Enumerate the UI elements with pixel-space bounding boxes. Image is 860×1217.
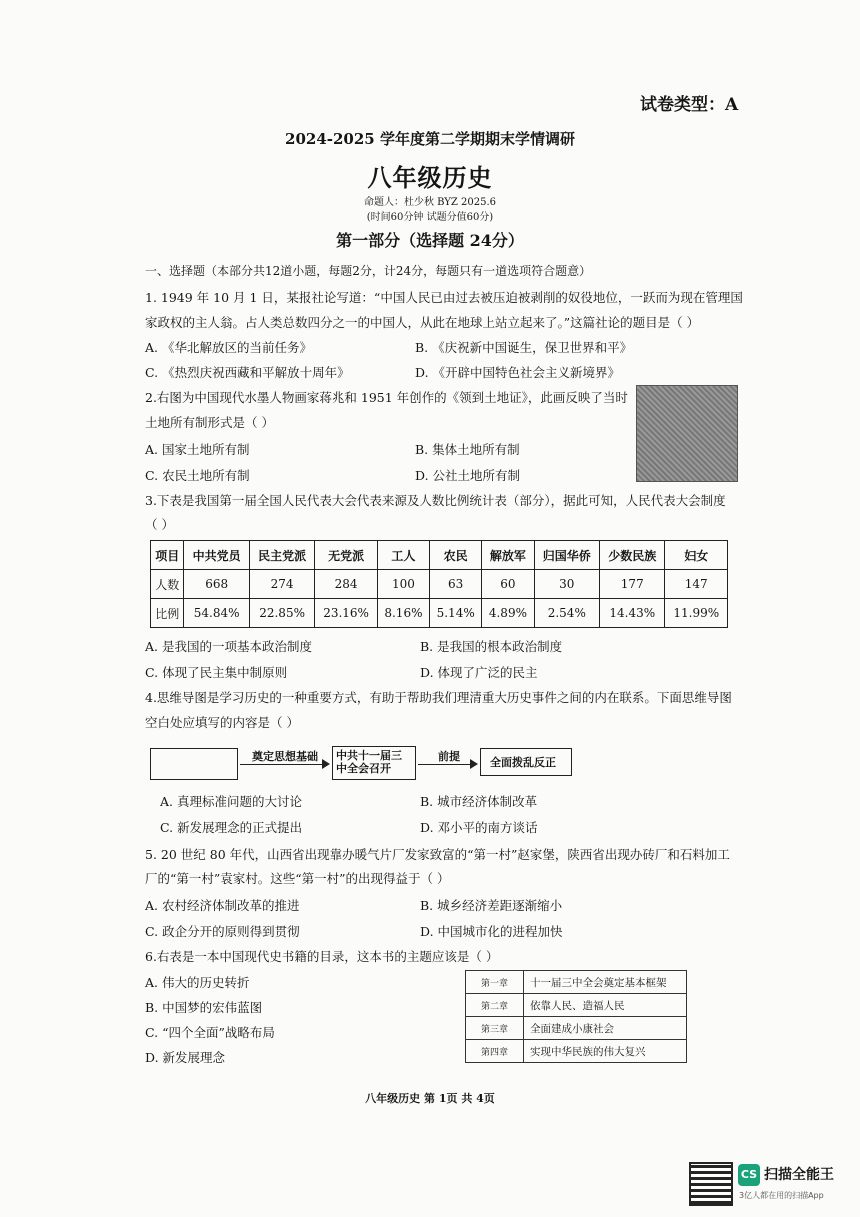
q2-option-b: B. 集体土地所有制 <box>415 442 520 457</box>
table-cell: 22.85% <box>249 599 314 628</box>
table-row <box>151 599 728 628</box>
q4-option-d: D. 邓小平的南方谈话 <box>420 820 538 835</box>
q1-option-d: D. 《开辟中国特色社会主义新境界》 <box>415 365 621 380</box>
q6-option-a: A. 伟大的历史转折 <box>145 975 250 990</box>
q2-option-c: C. 农民土地所有制 <box>145 468 250 483</box>
q5-stem-line2: 厂的“第一村”袁家村。这些“第一村”的出现得益于（ ） <box>145 871 450 886</box>
table-header: 妇女 <box>665 541 728 570</box>
watermark-name: 扫描全能王 <box>764 1167 834 1183</box>
table-cell: 54.84% <box>184 599 249 628</box>
toc-title: 实现中华民族的伟大复兴 <box>524 1040 687 1063</box>
q1-option-a: A. 《华北解放区的当前任务》 <box>145 340 312 355</box>
q1-stem-line2: 家政权的主人翁。占人类总数四分之一的中国人，从此在地球上站立起来了。”这篇社论的题目是（ ） <box>145 315 700 330</box>
q3-option-d: D. 体现了广泛的民主 <box>420 665 538 680</box>
arrow1-label: 奠定思想基础 <box>252 750 318 763</box>
q2-option-a: A. 国家土地所有制 <box>145 442 250 457</box>
q5-stem-line1: 5. 20 世纪 80 年代，山西省出现靠办暖气片厂发家致富的“第一村”赵家堡，陕西省出现办砖厂和石料加工 <box>145 847 730 862</box>
table-row <box>466 971 687 994</box>
q3-stem-line1: 3.下表是我国第一届全国人民代表大会代表来源及人数比例统计表（部分），据此可知，人民代表大会制度 <box>145 493 726 508</box>
arrow2-label: 前提 <box>438 750 460 763</box>
q3-option-b: B. 是我国的根本政治制度 <box>420 639 563 654</box>
watermark-tagline: 3亿人都在用的扫描App <box>739 1191 824 1200</box>
table-cell: 284 <box>315 570 377 599</box>
toc-chapter: 第三章 <box>466 1017 524 1040</box>
table-header: 归国华侨 <box>534 541 599 570</box>
representatives-table <box>150 540 728 628</box>
table-cell: 274 <box>249 570 314 599</box>
table-header: 民主党派 <box>249 541 314 570</box>
qr-code-icon <box>689 1162 733 1206</box>
q6-option-c: C. “四个全面”战略布局 <box>145 1025 275 1040</box>
table-header: 无党派 <box>315 541 377 570</box>
q4-option-b: B. 城市经济体制改革 <box>420 794 538 809</box>
q5-option-c: C. 政企分开的原则得到贯彻 <box>145 924 300 939</box>
table-cell: 147 <box>665 570 728 599</box>
table-header: 项目 <box>151 541 184 570</box>
table-cell: 100 <box>377 570 429 599</box>
table-cell: 比例 <box>151 599 184 628</box>
q1-option-b: B. 《庆祝新中国诞生，保卫世界和平》 <box>415 340 633 355</box>
table-header: 中共党员 <box>184 541 249 570</box>
paper-type: 试卷类型：A <box>640 95 739 115</box>
table-cell: 23.16% <box>315 599 377 628</box>
q4-option-c: C. 新发展理念的正式提出 <box>160 820 303 835</box>
arrow-2 <box>418 764 476 765</box>
table-header: 少数民族 <box>600 541 665 570</box>
q4-stem-line1: 4.思维导图是学习历史的一种重要方式，有助于帮助我们理清重大历史事件之间的内在联系。下面思维导图 <box>145 690 732 705</box>
table-row <box>151 570 728 599</box>
table-cell: 8.16% <box>377 599 429 628</box>
painting-image <box>636 385 738 482</box>
table-header-row <box>151 541 728 570</box>
q3-option-a: A. 是我国的一项基本政治制度 <box>145 639 312 654</box>
q6-option-b: B. 中国梦的宏伟蓝图 <box>145 1000 263 1015</box>
author-line: 命题人：杜少秋 BYZ 2025.6 <box>363 197 497 208</box>
part-title: 第一部分（选择题 24分） <box>336 231 524 250</box>
exam-title: 2024-2025 学年度第二学期期末学情调研 <box>285 130 575 148</box>
node-reform-label: 全面拨乱反正 <box>490 756 556 769</box>
table-row <box>466 994 687 1017</box>
toc-chapter: 第四章 <box>466 1040 524 1063</box>
toc-title: 十一届三中全会奠定基本框架 <box>524 971 687 994</box>
table-header: 农民 <box>430 541 482 570</box>
camscanner-logo-icon: CS <box>738 1164 760 1186</box>
table-cell: 2.54% <box>534 599 599 628</box>
table-cell: 人数 <box>151 570 184 599</box>
toc-chapter: 第二章 <box>466 994 524 1017</box>
node-third-plenum-label: 中共十一届三中全会召开 <box>336 749 402 775</box>
q6-option-d: D. 新发展理念 <box>145 1050 226 1065</box>
table-header: 解放军 <box>482 541 534 570</box>
table-cell: 60 <box>482 570 534 599</box>
page-footer: 八年级历史 第 1页 共 4页 <box>365 1092 495 1105</box>
blank-node <box>150 748 238 780</box>
table-row <box>466 1017 687 1040</box>
q5-option-b: B. 城乡经济差距逐渐缩小 <box>420 898 563 913</box>
table-cell: 63 <box>430 570 482 599</box>
q4-stem-line2: 空白处应填写的内容是（ ） <box>145 715 299 730</box>
table-cell: 14.43% <box>600 599 665 628</box>
q4-option-a: A. 真理标准问题的大讨论 <box>160 794 302 809</box>
arrow-1 <box>240 764 328 765</box>
table-row <box>466 1040 687 1063</box>
table-cell: 11.99% <box>665 599 728 628</box>
q1-stem-line1: 1. 1949 年 10 月 1 日，某报社论写道：“中国人民已由过去被压迫被剥削的奴役地位，一跃而为现在管理国 <box>145 290 743 305</box>
q3-stem-line2: （ ） <box>145 517 174 532</box>
q6-stem: 6.右表是一本中国现代史书籍的目录，这本书的主题应该是（ ） <box>145 949 499 964</box>
toc-title: 全面建成小康社会 <box>524 1017 687 1040</box>
time-score-line: (时间60分钟 试题分值60分) <box>366 212 494 223</box>
book-toc-table <box>465 970 687 1063</box>
table-cell: 30 <box>534 570 599 599</box>
q2-option-d: D. 公社土地所有制 <box>415 468 521 483</box>
subject-title: 八年级历史 <box>367 163 493 192</box>
q1-option-c: C. 《热烈庆祝西藏和平解放十周年》 <box>145 365 350 380</box>
section-instruction: 一、选择题（本部分共12道小题，每题2分，计24分，每题只有一道选项符合题意） <box>145 264 592 278</box>
table-cell: 668 <box>184 570 249 599</box>
q5-option-d: D. 中国城市化的进程加快 <box>420 924 563 939</box>
toc-chapter: 第一章 <box>466 971 524 994</box>
q3-option-c: C. 体现了民主集中制原则 <box>145 665 288 680</box>
q2-stem-line1: 2.右图为中国现代水墨人物画家蒋兆和 1951 年创作的《领到土地证》，此画反映了当时 <box>145 390 628 405</box>
table-header: 工人 <box>377 541 429 570</box>
table-cell: 5.14% <box>430 599 482 628</box>
q2-stem-line2: 土地所有制形式是（ ） <box>145 415 274 430</box>
toc-title: 依靠人民、造福人民 <box>524 994 687 1017</box>
table-cell: 177 <box>600 570 665 599</box>
table-cell: 4.89% <box>482 599 534 628</box>
q5-option-a: A. 农村经济体制改革的推进 <box>145 898 300 913</box>
